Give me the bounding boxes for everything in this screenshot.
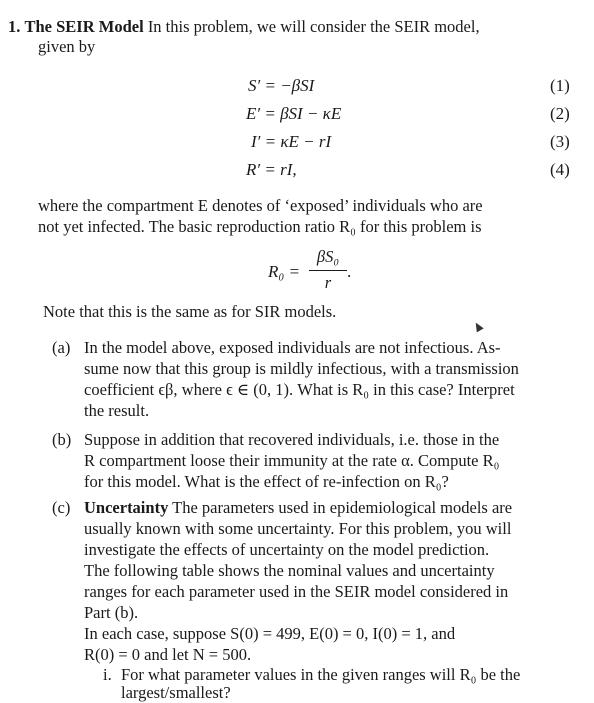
part-c-line-1 <box>84 498 512 518</box>
equation-s: S′ = −βSI <box>248 76 315 95</box>
part-c-line-1-text: The parameters used in epidemiological models are <box>172 498 513 517</box>
r0-fraction-bar <box>309 270 347 271</box>
sub-i-label: i. <box>103 665 112 684</box>
part-c-line-4: The following table shows the nominal values and uncertainty <box>84 561 495 580</box>
r0-formula-lhs: R₀ = <box>268 262 301 281</box>
problem-number: 1. <box>8 17 21 36</box>
equation-number-1: (1) <box>550 76 570 95</box>
part-a-label: (a) <box>52 338 71 357</box>
sub-i-line-1: For what parameter values in the given ranges will R₀ be the <box>121 665 521 684</box>
part-c-label: (c) <box>52 498 71 517</box>
problem-intro: In this problem, we will consider the SEIR model, <box>147 17 480 36</box>
note-text: Note that this is the same as for SIR models. <box>43 302 337 321</box>
mouse-cursor-icon <box>472 321 483 333</box>
equation-number-4: (4) <box>550 160 570 179</box>
r0-period: . <box>347 262 352 281</box>
where-text-line-1: where the compartment E denotes of ‘exposed’ individuals who are <box>38 196 483 215</box>
problem-title: The SEIR Model <box>24 17 144 36</box>
part-b-line-3: for this model. What is the effect of re-infection on R₀? <box>84 472 449 491</box>
part-a-line-2: sume now that this group is mildly infectious, with a transmission <box>84 359 519 378</box>
part-a-line-4: the result. <box>84 401 150 420</box>
problem-intro-cont: given by <box>38 37 96 56</box>
part-b-line-1: Suppose in addition that recovered individuals, i.e. those in the <box>84 430 500 449</box>
equation-number-2: (2) <box>550 104 570 123</box>
where-text-line-2: not yet infected. The basic reproduction ratio R₀ for this problem is <box>38 217 482 236</box>
part-c-line-6: Part (b). <box>84 603 139 622</box>
equation-i: I′ = κE − rI <box>251 132 332 151</box>
part-c-line-3: investigate the effects of uncertainty on the model prediction. <box>84 540 490 559</box>
part-a-line-3: coefficient ϵβ, where ϵ ∈ (0, 1). What is R₀ in this case? Interpret <box>84 380 515 399</box>
part-b-line-2: R compartment loose their immunity at the rate α. Compute R₀ <box>84 451 500 470</box>
part-a-line-1: In the model above, exposed individuals are not infectious. As- <box>84 338 501 357</box>
part-c-line-7: In each case, suppose S(0) = 499, E(0) = 0, I(0) = 1, and <box>84 624 456 643</box>
equation-number-3: (3) <box>550 132 570 151</box>
part-c-line-5: ranges for each parameter used in the SEIR model considered in <box>84 582 509 601</box>
part-b-label: (b) <box>52 430 72 449</box>
equation-e: E′ = βSI − κE <box>246 104 342 123</box>
part-c-line-2: usually known with some uncertainty. For this problem, you will <box>84 519 512 538</box>
part-c-title: Uncertainty <box>84 498 169 517</box>
r0-numerator: βS₀ <box>316 247 340 266</box>
sub-i-line-2: largest/smallest? <box>121 683 231 702</box>
problem-heading <box>8 17 480 37</box>
equation-r: R′ = rI, <box>246 160 297 179</box>
r0-denominator: r <box>324 273 332 292</box>
part-c-line-8: R(0) = 0 and let N = 500. <box>84 645 252 664</box>
